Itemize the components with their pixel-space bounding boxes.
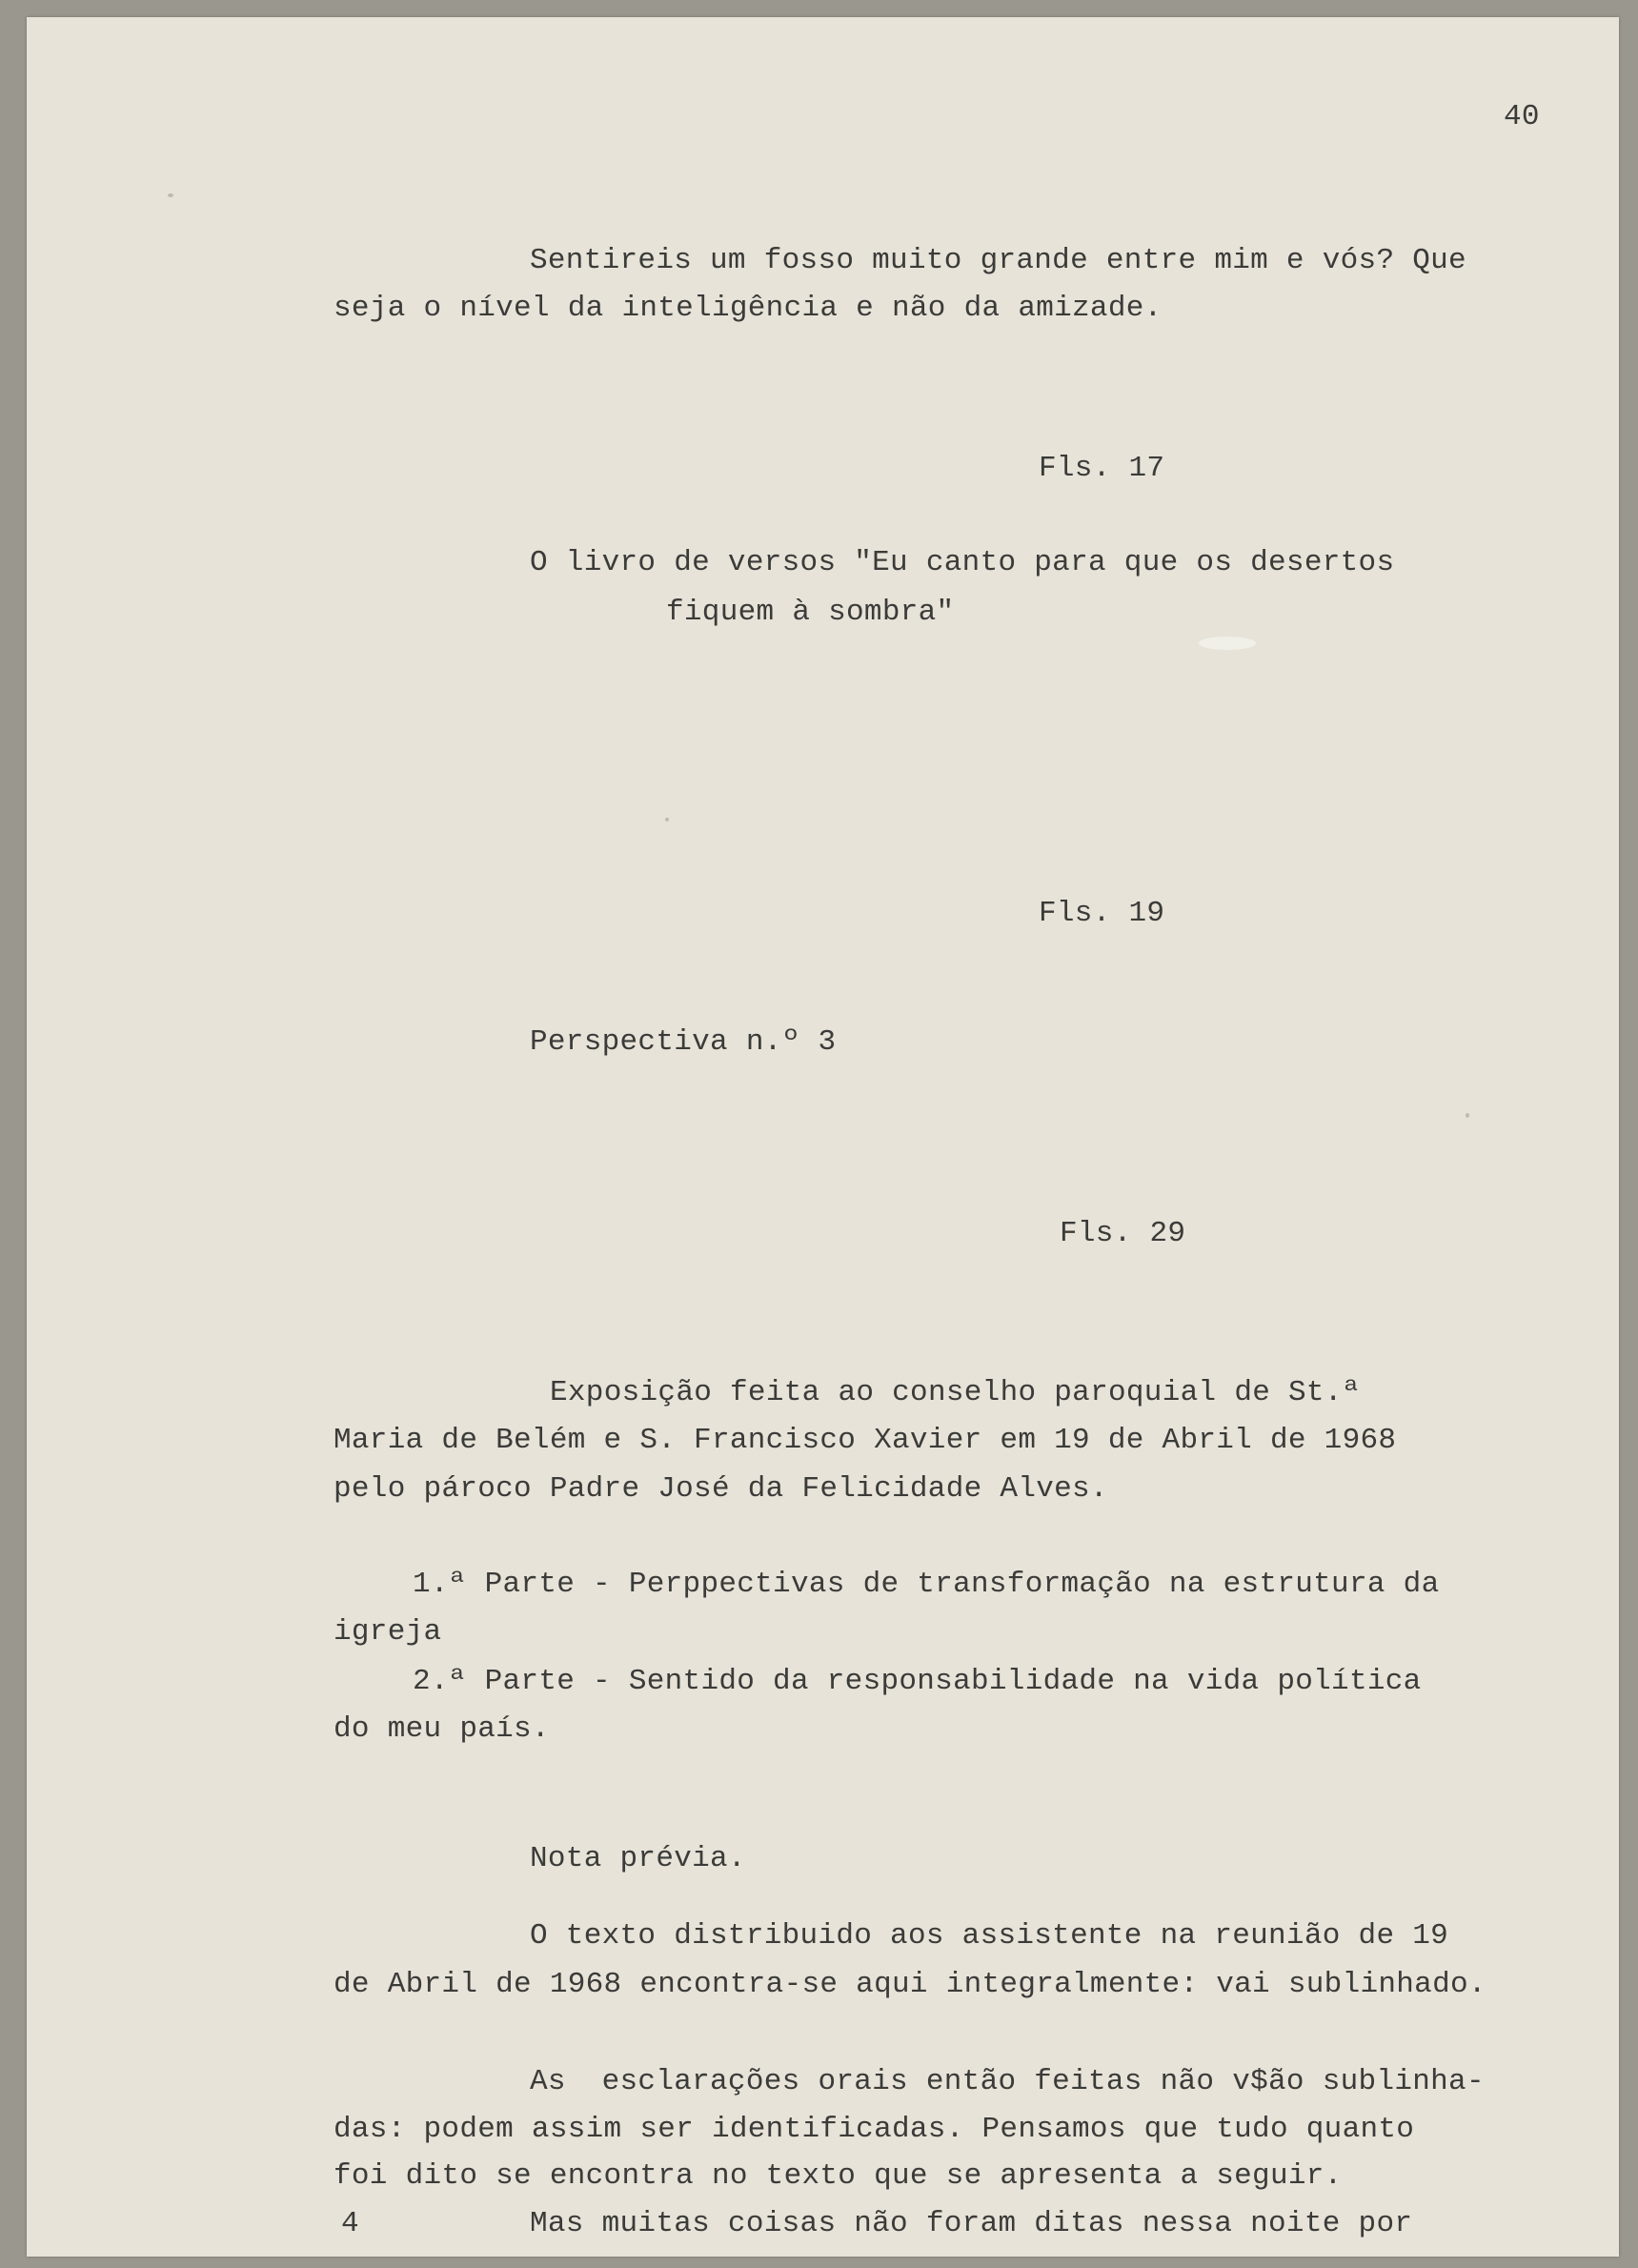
paper-speck bbox=[1199, 637, 1256, 650]
paper-speck bbox=[1466, 1113, 1469, 1118]
folio-reference: Fls. 17 bbox=[1039, 452, 1165, 485]
paragraph-line: seja o nível da inteligência e não da amizade. bbox=[334, 292, 1163, 325]
paragraph-line: de Abril de 1968 encontra-se aqui integralmente: vai sublinhado. bbox=[334, 1968, 1486, 2001]
paper-speck bbox=[665, 818, 669, 821]
list-item-line: 2.ª Parte - Sentido da responsabilidade na vida política bbox=[413, 1665, 1422, 1698]
paragraph-line: Sentireis um fosso muito grande entre mim e vós? Que bbox=[530, 244, 1466, 277]
book-title-line: fiquem à sombra" bbox=[666, 596, 955, 629]
paragraph-line: pelo pároco Padre José da Felicidade Alves. bbox=[334, 1472, 1108, 1506]
folio-reference: Fls. 29 bbox=[1060, 1217, 1186, 1250]
list-item-line: do meu país. bbox=[334, 1712, 550, 1746]
paragraph-line: Maria de Belém e S. Francisco Xavier em 19 de Abril de 1968 bbox=[334, 1424, 1397, 1457]
paper-speck bbox=[168, 193, 173, 197]
list-item-line: 1.ª Parte - Perppectivas de transformação na estrutura da bbox=[413, 1568, 1440, 1601]
paragraph-line: Mas muitas coisas não foram ditas nessa noite por bbox=[530, 2207, 1413, 2240]
section-heading: Nota prévia. bbox=[530, 1842, 746, 1875]
page-number: 40 bbox=[1504, 100, 1540, 133]
folio-reference: Fls. 19 bbox=[1039, 897, 1165, 930]
section-heading: Perspectiva n.º 3 bbox=[530, 1025, 837, 1059]
book-title-line: O livro de versos "Eu canto para que os desertos bbox=[530, 546, 1395, 579]
paragraph-line: Exposição feita ao conselho paroquial de St.ª bbox=[550, 1376, 1361, 1409]
list-item-line: igreja bbox=[334, 1615, 442, 1649]
paragraph-line: das: podem assim ser identificadas. Pensamos que tudo quanto bbox=[334, 2113, 1415, 2146]
margin-number: 4 bbox=[341, 2207, 359, 2240]
paragraph-line: O texto distribuido aos assistente na reunião de 19 bbox=[530, 1919, 1449, 1953]
paragraph-line: foi dito se encontra no texto que se apresenta a seguir. bbox=[334, 2159, 1343, 2193]
paragraph-line: As esclarações orais então feitas não v$ão sublinha- bbox=[530, 2065, 1485, 2098]
